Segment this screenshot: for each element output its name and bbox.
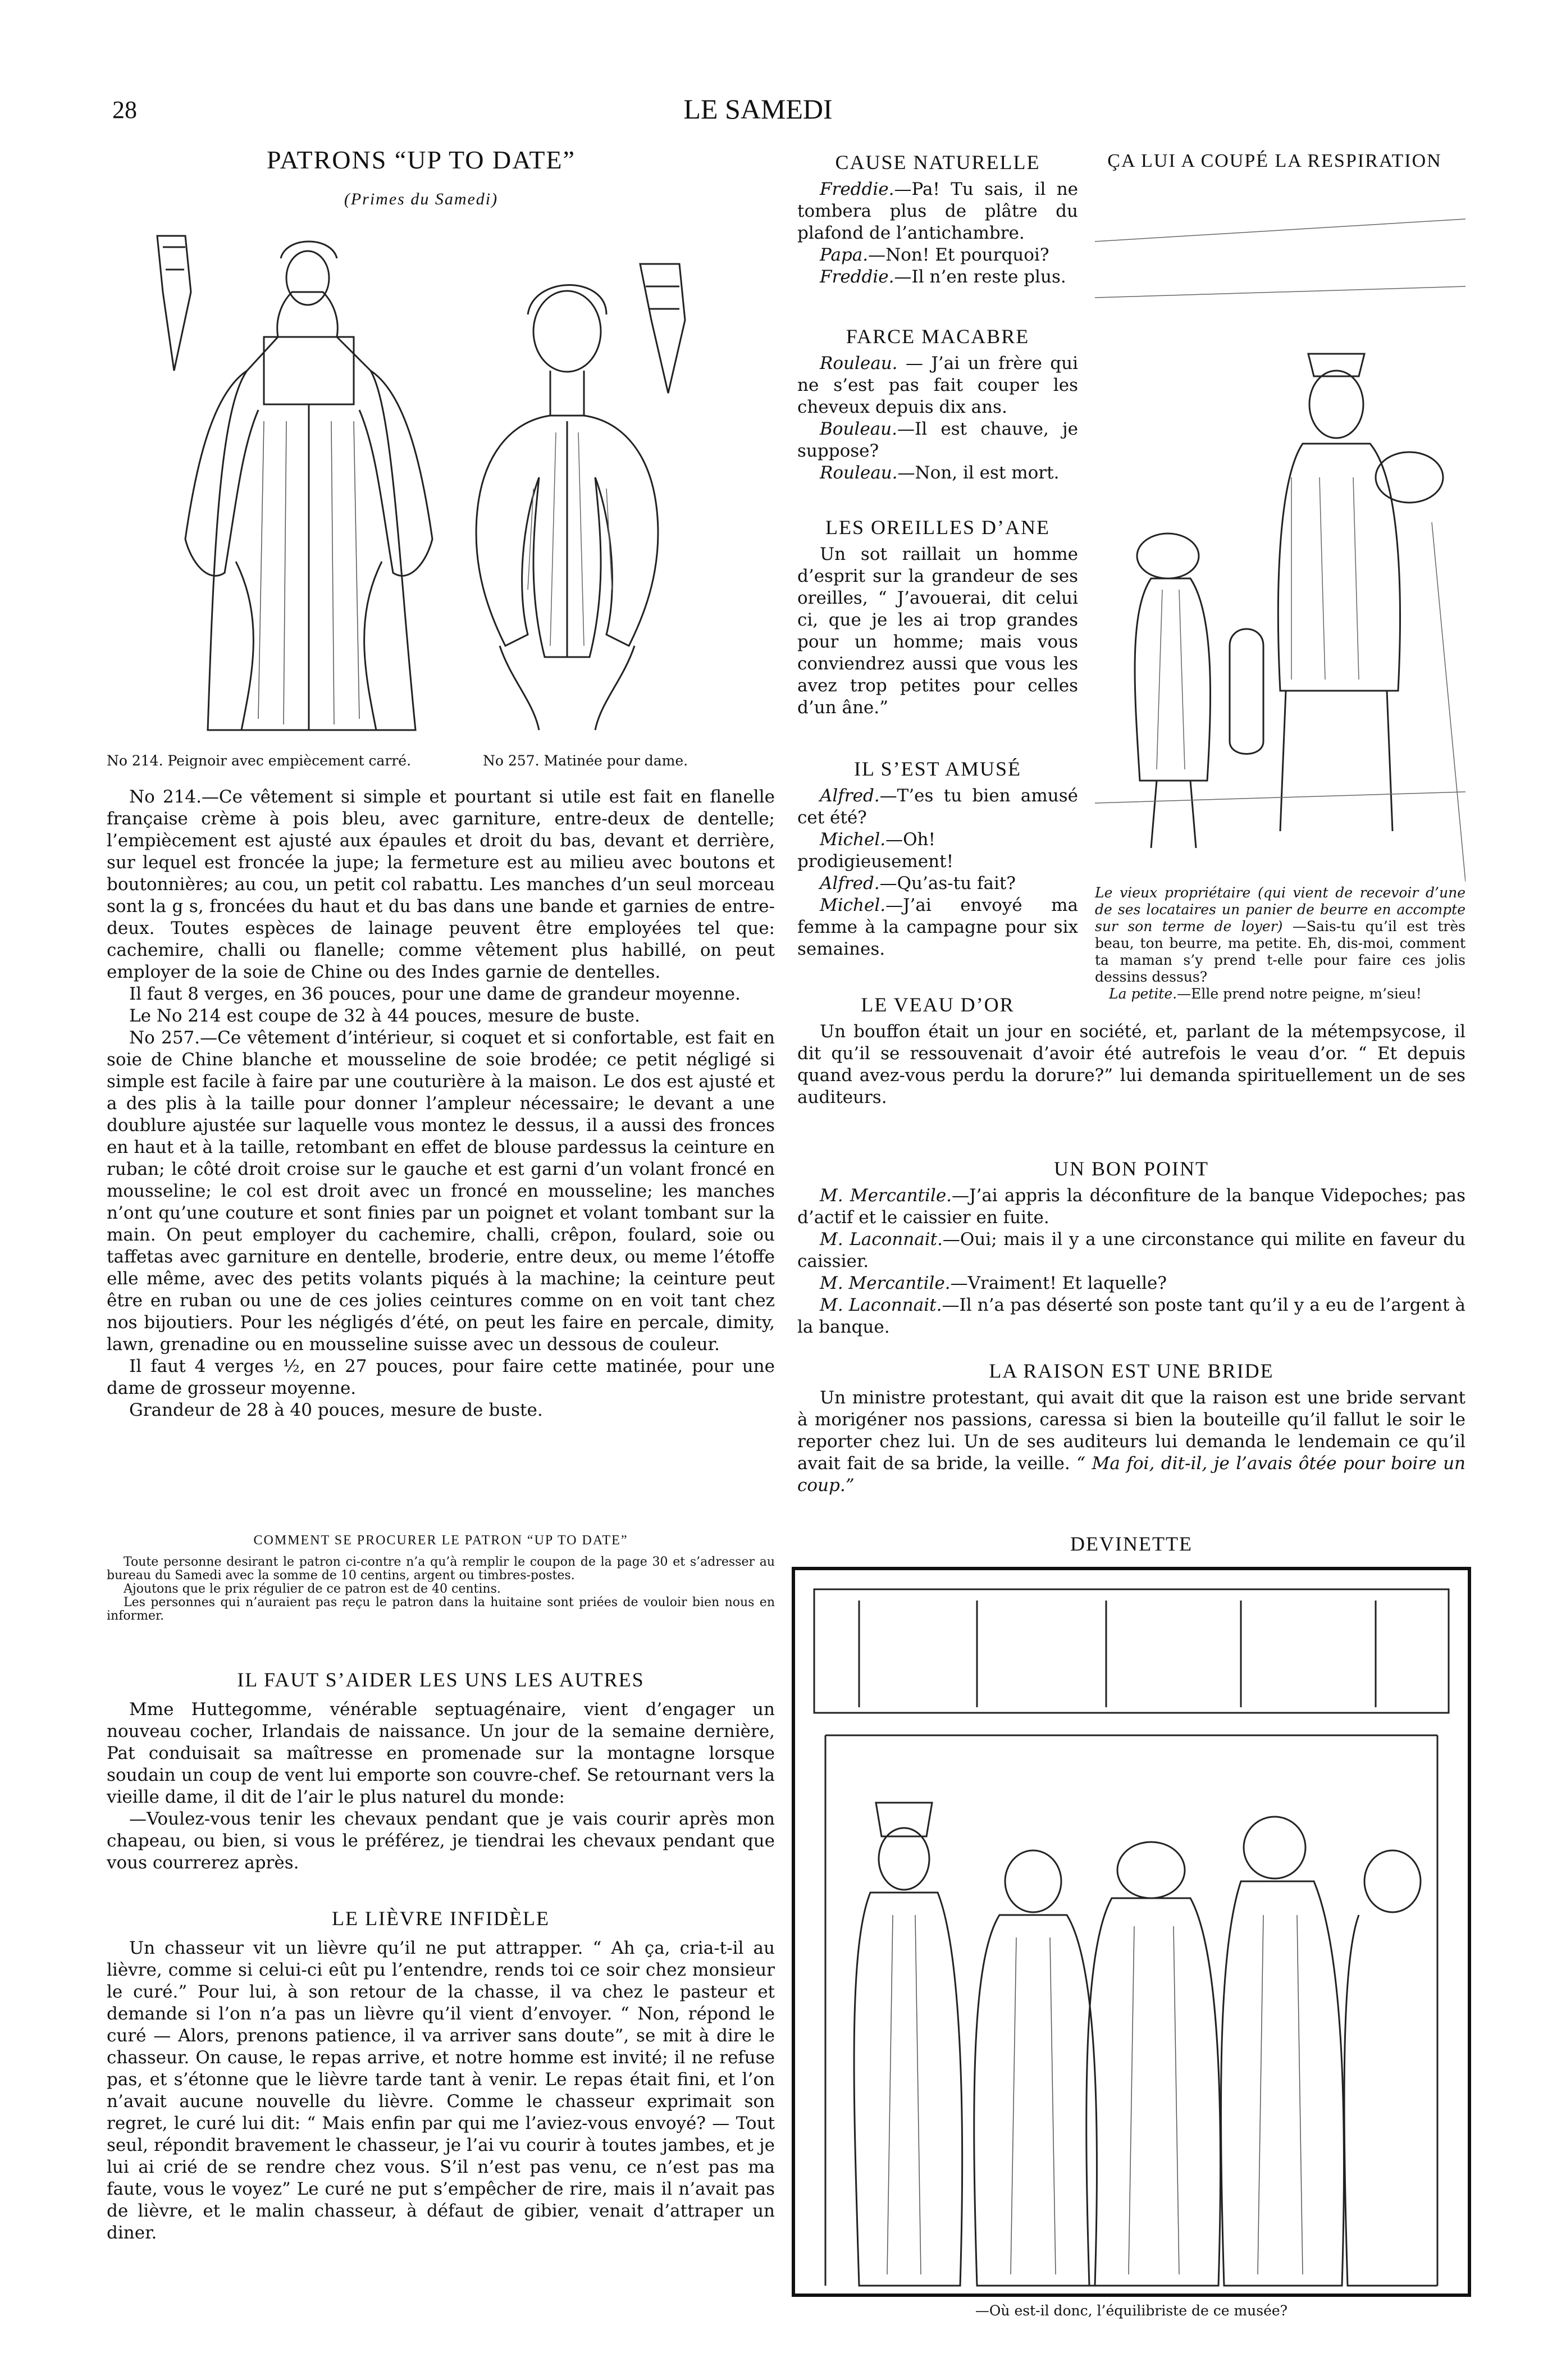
farce-article bbox=[797, 353, 1078, 484]
notice-line: Les personnes qui n’auraient pas reçu le patron dans la huitaine sont priées de vouloir bien nous en informer. bbox=[107, 1595, 775, 1623]
notice-line: Toute personne desirant le patron ci-contre n’a qu’à remplir le coupon de la page 30 et s’adresser au bureau du Samedi avec la somme de 10 centins, argent ou timbres-postes. bbox=[107, 1555, 775, 1583]
line: —Non! Et pourquoi? bbox=[868, 245, 1049, 265]
line: —Oui; mais il y a une circonstance qui milite en faveur du caissier. bbox=[797, 1229, 1465, 1271]
quote: “ Ma foi, dit-il, je l’avais ôtée pour boire un coup.” bbox=[797, 1453, 1465, 1496]
paragraph: Il faut 8 verges, en 36 pouces, pour une dame de grandeur moyenne. bbox=[129, 984, 741, 1004]
speaker: Alfred. bbox=[820, 786, 880, 806]
paragraph: Grandeur de 28 à 40 pouces, mesure de buste. bbox=[129, 1400, 543, 1420]
journal-title: LE SAMEDI bbox=[683, 93, 833, 125]
respiration-illustration bbox=[1095, 185, 1465, 882]
veau-article bbox=[797, 1021, 1465, 1109]
notice-line: Ajoutons que le prix régulier de ce patron est de 40 centins. bbox=[124, 1582, 501, 1596]
paragraph: Un ministre protestant, qui avait dit que la raison est une bride servant à morigéner nos passions, caressa si bien la bouteille qu’il fallut le soir le reporter chez lui. Un de ses auditeurs lui demanda le lendemain ce qu’il avait fait de sa bride, la veille. bbox=[797, 1388, 1465, 1474]
paragraph: Le No 214 est coupe de 32 à 44 pouces, mesure de buste. bbox=[129, 1006, 640, 1026]
line: —Il est chauve, je suppose? bbox=[797, 419, 1078, 461]
paragraph: Mme Huttegomme, vénérable septuagénaire, vient d’engager un nouveau cocher, Irlandais de naissance. Un jour de la semaine dernière, Pat conduisait sa maîtresse en promenade sur la montagne lorsque soudain un coup de vent lui emporte son couvre-chef. Se retournant vers la vieille dame, il dit de l’air le plus naturel du monde: bbox=[107, 1699, 775, 1807]
speaker: Michel. bbox=[820, 829, 886, 850]
line: —J’ai appris la déconfiture de la banque Videpoches; pas d’actif et le caissier en fuite. bbox=[797, 1186, 1466, 1228]
speaker: Papa. bbox=[820, 245, 869, 265]
line: —Vraiment! Et laquelle? bbox=[950, 1273, 1167, 1293]
caption-speech: —Sais-tu qu’il est très beau, ton beurre, ma petite. Eh, dis-moi, comment ta maman s’y prend t-elle pour faire ces jolis dessins dessus? bbox=[1095, 918, 1465, 985]
speaker: Freddie. bbox=[820, 179, 894, 199]
caption-context: Le vieux propriétaire (qui vient de recevoir d’une de ses locataires un panier de beurre en accompte sur son terme de loyer) bbox=[1095, 884, 1465, 934]
caption-reply: —Elle prend notre peigne, m’sieu! bbox=[1177, 986, 1422, 1002]
line: —J’ai envoyé ma femme à la campagne pour six semaines. bbox=[797, 895, 1078, 959]
bonpoint-article bbox=[797, 1185, 1465, 1338]
speaker: Rouleau. bbox=[820, 353, 898, 373]
respiration-caption bbox=[1095, 884, 1465, 1002]
lievre-article bbox=[107, 1937, 775, 2244]
page-number: 28 bbox=[112, 96, 137, 124]
raison-article bbox=[797, 1387, 1465, 1497]
oreilles-title: LES OREILLES D’ANE bbox=[825, 516, 1050, 539]
line: —Qu’as-tu fait? bbox=[879, 873, 1016, 893]
line: —T’es tu bien amusé cet été? bbox=[797, 786, 1078, 828]
cause-title: CAUSE NATURELLE bbox=[835, 151, 1040, 174]
line: —Non, il est mort. bbox=[897, 463, 1060, 483]
speaker: M. Laconnait. bbox=[820, 1229, 943, 1250]
caption-peignoir: No 214. Peignoir avec empiècement carré. bbox=[107, 753, 412, 769]
lievre-title: LE LIÈVRE INFIDÈLE bbox=[332, 1907, 550, 1930]
line: —Il n’a pas déserté son poste tant qu’il y a eu de l’argent à la banque. bbox=[797, 1295, 1465, 1337]
paragraph: Un sot raillait un homme d’esprit sur la grandeur de ses oreilles, “ J’avouerai, dit celui ci, que je les ai trop grandes pour un homme; mais vous conviendrez aussi que vous les avez trop petites pour celles d’un âne.” bbox=[797, 544, 1078, 718]
speaker: Bouleau. bbox=[820, 419, 897, 439]
paragraph: —Voulez-vous tenir les chevaux pendant que je vais courir après mon chapeau, ou bien, si vous le préférez, je tiendrai les chevaux pendant que vous courrerez après. bbox=[107, 1809, 775, 1873]
veau-title: LE VEAU D’OR bbox=[861, 993, 1015, 1016]
amuse-article bbox=[797, 785, 1078, 960]
respiration-title: ÇA LUI A COUPÉ LA RESPIRATION bbox=[1107, 151, 1442, 171]
patrons-title: PATRONS “UP TO DATE” bbox=[267, 145, 576, 174]
amuse-title: IL S’EST AMUSÉ bbox=[853, 758, 1022, 780]
farce-title: FARCE MACABRE bbox=[846, 325, 1030, 348]
speaker: Freddie. bbox=[820, 267, 894, 287]
line: —Pa! Tu sais, il ne tombera plus de plâtre du plafond de l’antichambre. bbox=[797, 179, 1078, 243]
speaker: Rouleau. bbox=[820, 463, 898, 483]
patrons-subtitle: (Primes du Samedi) bbox=[344, 190, 499, 208]
matinee-illustration bbox=[466, 253, 713, 747]
cause-article bbox=[797, 179, 1078, 288]
speaker: Michel. bbox=[820, 895, 886, 915]
paragraph: Un chasseur vit un lièvre qu’il ne put attrapper. “ Ah ça, cria-t-il au lièvre, comme si celui-ci eût pu l’entendre, rends toi ce soir chez monsieur le curé.” Pour lui, à son retour de la chasse, il va chez le pasteur et demande si l’on n’a pas un lièvre qu’il vient d’envoyer. “ Non, répond le curé — Alors, prenons patience, il va arriver sans doute”, se mit à dire le chasseur. On cause, le repas arrive, et notre homme est invité; il ne refuse pas, et s’étonne que le lièvre tarde tant à venir. Le repas était fini, et l’on n’avait aucune nouvelle du lièvre. Comme le chasseur exprimait son regret, le curé lui dit: “ Mais enfin par qui me l’aviez-vous envoyé? — Tout seul, répondit bravement le chasseur, je l’ai vu courir à toutes jambes, et je lui ai crié de se rendre chez vous. S’il n’est pas venu, ce n’est pas ma faute, vous le voyez” Le curé ne put s’empêcher de rire, mais il n’avait pas de lièvre, et le malin chasseur, à défaut de gibier, venait d’attraper un diner. bbox=[107, 1938, 775, 2243]
speaker: M. Mercantile. bbox=[820, 1186, 952, 1206]
caption-matinee: No 257. Matinée pour dame. bbox=[483, 753, 688, 769]
line: — J’ai un frère qui ne s’est pas fait couper les cheveux depuis dix ans. bbox=[797, 353, 1078, 417]
bonpoint-title: UN BON POINT bbox=[1054, 1157, 1209, 1180]
notice-title: COMMENT SE PROCURER LE PATRON “UP TO DATE” bbox=[253, 1533, 628, 1548]
speaker: Alfred. bbox=[820, 873, 880, 893]
paragraph: No 257.—Ce vêtement d’intérieur, si coquet et si confortable, est fait en soie de Chine blanche et mousseline de soie brodée; ce petit négligé si simple est facile à faire par une couturière à la maison. Le dos est ajusté et a des plis à la taille pour donner l’ampleur nécessaire; le devant a une doublure ajustée sur laquelle vous montez le dessus, il a aussi des fronces en haut et à la taille, retombant en effet de blouse pardessus la ceinture en ruban; le côté droit croise sur le gauche et est garni d’un volant froncé en mousseline; le col est droit avec un froncé en mousseline; les manches n’ont qu’une couture et sont finies par un poignet et volant tombant sur la main. On peut employer du cachemire, challi, crêpon, foulard, soie ou taffetas avec garniture en dentelle, broderie, entre deux, ou meme l’étoffe elle même, avec des petits volants piqués à la machine; la ceinture peut être en ruban ou une de ces jolies ceintures comme on en voit tant chez nos bijoutiers. Pour les négligés d’été, on peut les faire en percale, dimity, lawn, grenadine ou en mousseline suisse avec un dessous de couleur. bbox=[107, 1028, 775, 1355]
oreilles-article bbox=[797, 544, 1078, 719]
speaker: M. Laconnait. bbox=[820, 1295, 942, 1315]
caption-speaker: La petite. bbox=[1109, 986, 1177, 1002]
devinette-title: DEVINETTE bbox=[1070, 1533, 1193, 1555]
line: —Oh! prodigieusement! bbox=[797, 829, 954, 872]
patrons-article bbox=[107, 786, 775, 1421]
peignoir-illustration bbox=[152, 225, 466, 747]
paragraph: Il faut 4 verges ½, en 27 pouces, pour faire cette matinée, pour une dame de grosseur moyenne. bbox=[107, 1356, 775, 1398]
aider-title: IL FAUT S’AIDER LES UNS LES AUTRES bbox=[237, 1668, 645, 1691]
notice-text bbox=[107, 1556, 775, 1623]
paragraph: No 214.—Ce vêtement si simple et pourtant si utile est fait en flanelle française crème à pois bleu, avec garniture, entre-deux de dentelle; l’empiècement est ajusté aux épaules et droit du bas, devant et derrière, sur lequel est froncée la jupe; la fermeture est au milieu avec boutons et boutonnières; au cou, un petit col rabattu. Les manches d’un seul morceau sont la g s, froncées du haut et du bas dans une bande et garnies de entre-deux. Toutes espèces de lainage peuvent être employées tel que: cachemire, challi ou flanelle; comme vêtement plus habillé, on peut employer de la soie de Chine ou des Indes garnie de dentelles. bbox=[107, 787, 775, 982]
aider-article bbox=[107, 1699, 775, 1874]
devinette-caption: —Où est-il donc, l’équilibriste de ce musée? bbox=[975, 2303, 1288, 2319]
devinette-illustration bbox=[792, 1567, 1471, 2297]
paragraph: Un bouffon était un jour en société, et, parlant de la métempsycose, il dit qu’il se ressouvenait d’avoir été autrefois le veau d’or. “ Et depuis quand avez-vous perdu la dorure?” lui demanda spirituellement un de ses auditeurs. bbox=[797, 1022, 1465, 1107]
speaker: M. Mercantile. bbox=[820, 1273, 951, 1293]
line: —Il n’en reste plus. bbox=[894, 267, 1066, 287]
raison-title: LA RAISON EST UNE BRIDE bbox=[989, 1360, 1274, 1382]
